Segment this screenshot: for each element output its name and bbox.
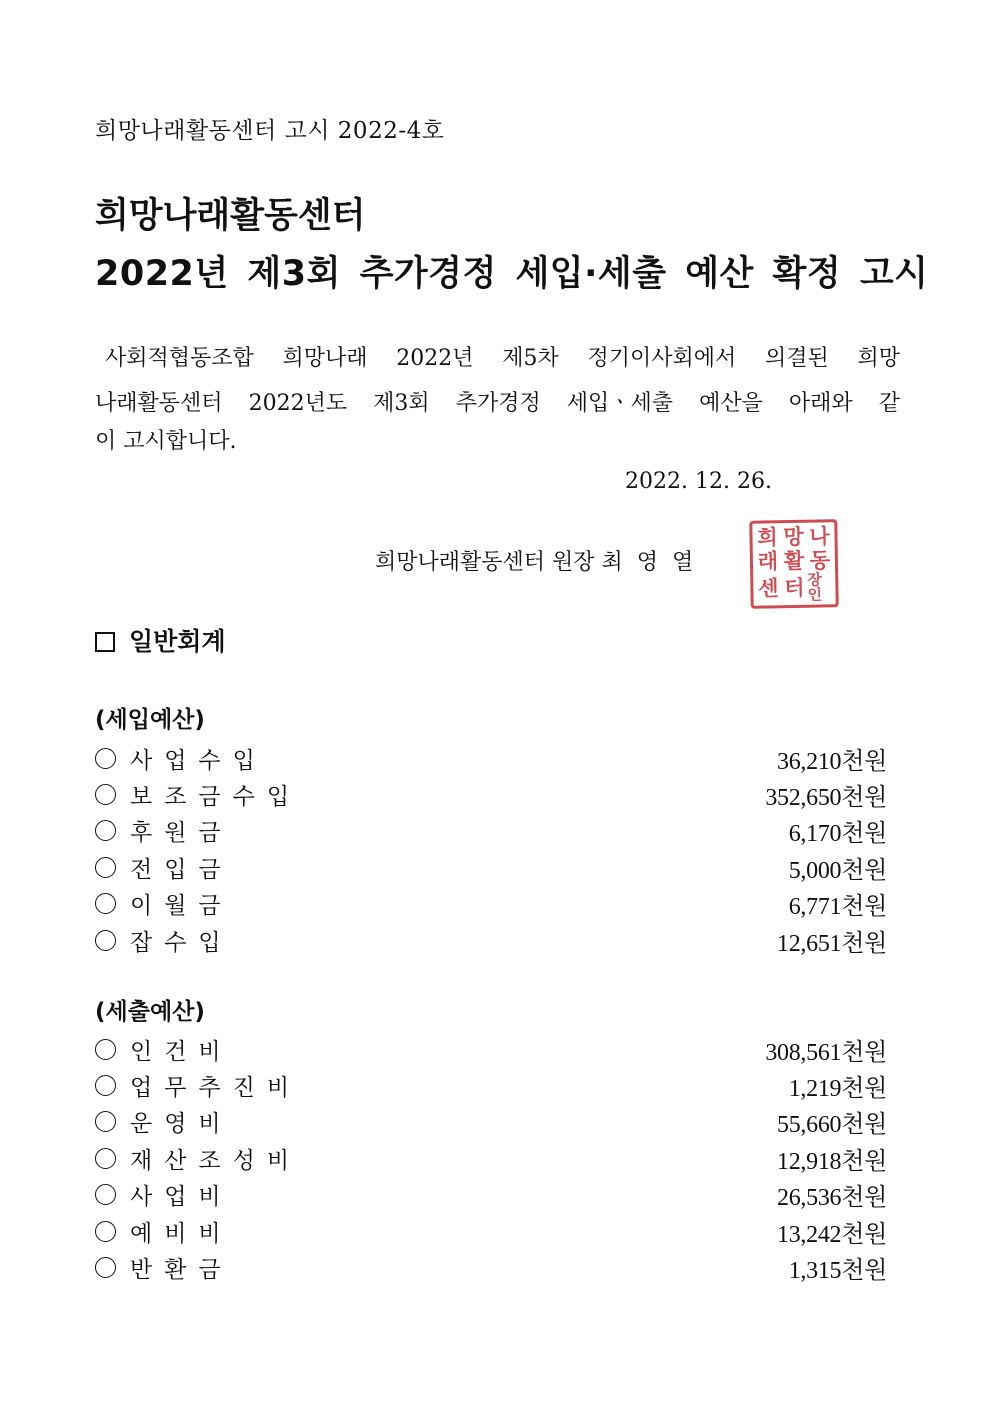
item-name: 운영비	[130, 1111, 233, 1138]
seal-char: 활	[783, 548, 805, 573]
item-label-group	[95, 1215, 233, 1248]
item-amount: 352,650천원	[765, 785, 887, 812]
circle-bullet-icon	[95, 857, 116, 878]
expenditure-heading: (세출예산)	[95, 999, 205, 1025]
item-label-group	[95, 1142, 301, 1175]
item-amount: 1,315천원	[788, 1258, 887, 1285]
circle-bullet-icon	[95, 1257, 116, 1278]
item-label-group	[95, 778, 301, 811]
signer-name: 희망나래활동센터 원장 최 영 열	[375, 550, 694, 575]
item-amount: 6,170천원	[788, 821, 887, 848]
seal-char: 래	[757, 548, 779, 574]
item-name: 후원금	[130, 820, 233, 847]
item-label-group	[95, 1033, 233, 1066]
item-amount: 12,918천원	[777, 1148, 887, 1175]
circle-bullet-icon	[95, 1039, 116, 1060]
item-name: 사업비	[130, 1184, 233, 1211]
official-seal	[749, 519, 839, 609]
item-amount: 5,000천원	[788, 857, 887, 884]
list-item	[95, 1249, 887, 1285]
item-label-group	[95, 1069, 301, 1102]
item-name: 재산조성비	[130, 1147, 302, 1174]
circle-bullet-icon	[95, 1184, 116, 1205]
item-name: 예비비	[130, 1220, 233, 1247]
item-amount: 308,561천원	[765, 1039, 887, 1066]
list-item	[95, 1067, 887, 1103]
circle-bullet-icon	[95, 748, 116, 769]
circle-bullet-icon	[95, 820, 116, 841]
item-label-group	[95, 851, 233, 884]
list-item	[95, 1031, 887, 1067]
item-name: 전입금	[130, 856, 233, 883]
item-name: 이월금	[130, 893, 233, 920]
circle-bullet-icon	[95, 930, 116, 951]
item-amount: 1,219천원	[788, 1076, 887, 1103]
item-label-group	[95, 1251, 233, 1284]
item-amount: 36,210천원	[777, 748, 887, 775]
body-text-line-3: 이 고시합니다.	[95, 429, 237, 454]
circle-bullet-icon	[95, 1075, 116, 1096]
item-label-group	[95, 814, 233, 847]
body-text-line-1: 사회적협동조합 희망나래 2022년 제5차 정기이사회에서 의결된 희망	[105, 346, 900, 371]
list-item	[95, 813, 887, 849]
seal-char: 망	[783, 524, 804, 549]
revenue-list	[95, 740, 887, 958]
list-item	[95, 1177, 887, 1213]
list-item	[95, 849, 887, 885]
list-item	[95, 776, 887, 812]
item-label-group	[95, 924, 233, 957]
title-line-1: 희망나래활동센터	[95, 196, 366, 236]
circle-bullet-icon	[95, 1148, 116, 1169]
seal-char: 나	[809, 523, 830, 549]
list-item	[95, 740, 887, 776]
item-label-group	[95, 1178, 233, 1211]
item-label-group	[95, 1105, 233, 1138]
body-text-line-2: 나래활동센터 2022년도 제3회 추가경정 세입ㆍ세출 예산을 아래와 같	[95, 391, 900, 416]
notice-date: 2022. 12. 26.	[625, 469, 772, 494]
item-amount: 55,660천원	[777, 1112, 887, 1139]
item-amount: 26,536천원	[777, 1185, 887, 1212]
item-name: 잡수입	[130, 929, 233, 956]
seal-char: 동	[809, 547, 831, 573]
revenue-heading: (세입예산)	[95, 707, 205, 733]
item-name: 보조금수입	[130, 784, 302, 811]
circle-bullet-icon	[95, 893, 116, 914]
item-name: 반환금	[130, 1257, 233, 1284]
item-name: 인건비	[130, 1038, 233, 1065]
seal-char: 장인	[807, 570, 823, 604]
item-amount: 6,771천원	[788, 894, 887, 921]
notice-number: 희망나래활동센터 고시 2022-4호	[95, 118, 445, 144]
seal-char: 센	[758, 575, 779, 601]
section-title: 일반회계	[129, 627, 226, 656]
list-item	[95, 922, 887, 958]
circle-bullet-icon	[95, 1221, 116, 1242]
circle-bullet-icon	[95, 784, 116, 805]
item-label-group	[95, 742, 267, 775]
expenditure-list	[95, 1031, 887, 1286]
circle-bullet-icon	[95, 1111, 116, 1132]
item-name: 업무추진비	[130, 1075, 302, 1102]
list-item	[95, 1104, 887, 1140]
seal-char: 터	[784, 575, 805, 600]
section-heading	[95, 626, 226, 658]
list-item	[95, 1140, 887, 1176]
item-label-group	[95, 887, 233, 920]
item-amount: 13,242천원	[777, 1221, 887, 1248]
list-item	[95, 1213, 887, 1249]
title-line-2: 2022년 제3회 추가경정 세입·세출 예산 확정 고시	[95, 254, 929, 294]
item-name: 사업수입	[130, 747, 267, 774]
seal-char: 희	[757, 524, 778, 550]
checkbox-icon	[95, 632, 115, 652]
list-item	[95, 886, 887, 922]
item-amount: 12,651천원	[777, 930, 887, 957]
